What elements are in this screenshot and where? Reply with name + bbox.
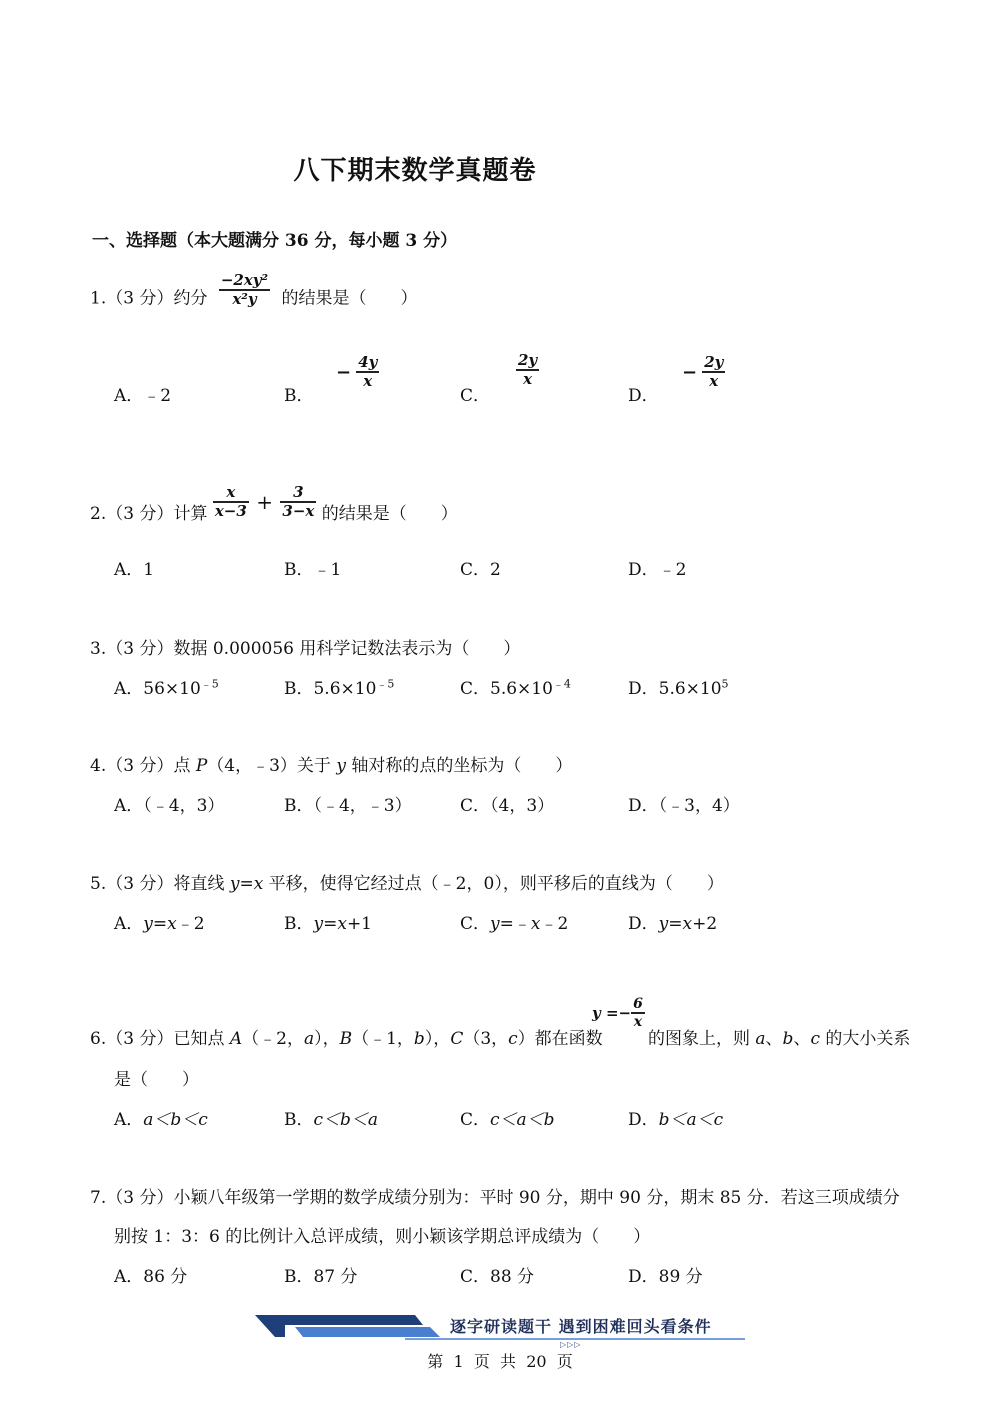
q1-option-c[interactable]: C．	[460, 386, 491, 406]
q3-option-c[interactable]: C．$5.6\times 10^{﹣4}$	[460, 677, 571, 699]
function-formula: y =− $\frac{6}{x}$	[592, 996, 643, 1031]
q1-option-b[interactable]: B．	[284, 386, 314, 406]
question-2-text: 2.（3 分）计算	[90, 503, 208, 524]
q7-option-a[interactable]: A．86 分	[114, 1267, 188, 1287]
question-1-fraction: $\frac{\text{−2xy²}}{\text{x²y}}$	[220, 271, 269, 309]
question-4: 4.（3 分）点 P（4，﹣3）关于 y 轴对称的点的坐标为（ ）	[90, 756, 573, 776]
q6-option-d[interactable]: D．b＜a＜c	[628, 1110, 724, 1130]
question-1	[90, 272, 418, 309]
q2-option-b[interactable]: B．﹣1	[284, 560, 342, 580]
q2-option-a[interactable]: A．1	[114, 560, 155, 580]
question-7-line-2: 别按 1：3：6 的比例计入总评成绩，则小颖该学期总评成绩为（ ）	[114, 1227, 651, 1247]
question-1-text: 1.（3 分）约分	[90, 288, 208, 309]
q6-option-b[interactable]: B．c＜b＜a	[284, 1110, 379, 1130]
page-number: 第 1 页 共 20 页	[427, 1352, 573, 1371]
q3-option-a[interactable]: A．$56\times 10^{﹣5}$	[114, 677, 219, 699]
q1-option-a[interactable]: A．﹣2	[114, 386, 172, 406]
q1-option-d-fraction: − $\frac{2y}{x}$	[682, 353, 724, 391]
q1-option-b-fraction: − $\frac{4y}{x}$	[336, 353, 378, 391]
question-3: 3.（3 分）数据 0.000056 用科学记数法表示为（ ）	[90, 639, 521, 659]
q7-option-d[interactable]: D．89 分	[628, 1267, 703, 1287]
q7-option-b[interactable]: B．87 分	[284, 1267, 358, 1287]
q4-option-d[interactable]: D．（﹣3，4）	[628, 796, 740, 816]
q2-option-d[interactable]: D．﹣2	[628, 560, 687, 580]
question-1-text-end: 的结果是（ ）	[281, 288, 418, 309]
q5-option-b[interactable]: B．y=x+1	[284, 914, 372, 934]
question-2-fraction-1: $\frac{x}{x-3}$	[214, 483, 247, 521]
footer-band-light	[295, 1327, 440, 1337]
question-7: 7.（3 分）小颖八年级第一学期的数学成绩分别为：平时 90 分，期中 90 分，期末 85 分．若这三项成绩分	[90, 1188, 900, 1208]
page-title: 八下期末数学真题卷	[293, 156, 537, 186]
q5-option-c[interactable]: C．y=﹣x﹣2	[460, 914, 569, 934]
q5-option-d[interactable]: D．y=x+2	[628, 914, 718, 934]
question-2	[90, 484, 458, 524]
question-2-fraction-2: $\frac{3}{3-x}$	[282, 483, 315, 521]
section-heading: 一、选择题（本大题满分 36 分，每小题 3 分）	[92, 231, 458, 251]
q1-option-d[interactable]: D．	[628, 386, 659, 406]
q7-option-c[interactable]: C．88 分	[460, 1267, 535, 1287]
q1-option-c-fraction: $\frac{2y}{x}$	[518, 351, 538, 389]
q2-option-c[interactable]: C．2	[460, 560, 501, 580]
q5-option-a[interactable]: A．y=x﹣2	[114, 914, 205, 934]
footer-slogan: 逐字研读题干 遇到困难回头看条件	[450, 1317, 712, 1336]
question-5: 5.（3 分）将直线 y=x 平移，使得它经过点（﹣2，0），则平移后的直线为（ ）	[90, 874, 724, 894]
question-2-text-end: 的结果是（ ）	[321, 503, 458, 524]
question-6-line-2: 是（ ）	[114, 1070, 199, 1090]
q4-option-a[interactable]: A．（﹣4，3）	[114, 796, 225, 816]
plus-sign: +	[256, 490, 273, 515]
question-6: 6.（3 分）已知点 A（﹣2，a），B（﹣1，b），C（3，c）都在函数	[90, 1029, 603, 1049]
footer-arrows-icon: ▷▷▷	[560, 1340, 582, 1349]
q6-option-c[interactable]: C．c＜a＜b	[460, 1110, 555, 1130]
q3-option-b[interactable]: B．$5.6\times 10^{﹣5}$	[284, 677, 395, 699]
q4-option-c[interactable]: C．（4，3）	[460, 796, 555, 816]
question-6-end: 的图象上，则 a、b、c 的大小关系	[648, 1029, 911, 1049]
q4-option-b[interactable]: B．（﹣4，﹣3）	[284, 796, 412, 816]
q6-option-a[interactable]: A．a＜b＜c	[114, 1110, 208, 1130]
q3-option-d[interactable]: D．$5.6\times 10^5$	[628, 677, 729, 699]
